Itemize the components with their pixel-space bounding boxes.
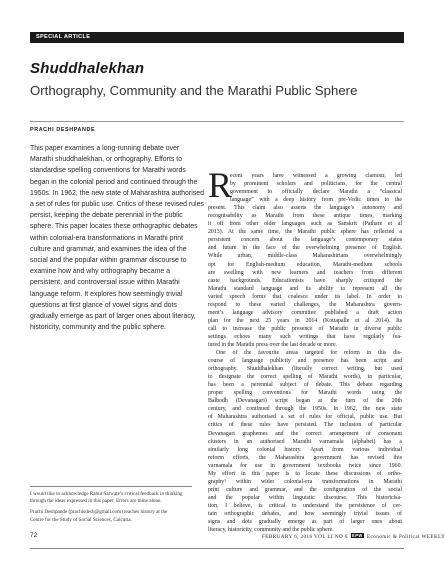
section-label: SPECIAL ARTICLE <box>30 32 404 43</box>
article-title: Shuddhalekhan <box>30 60 145 77</box>
epw-badge: EPW <box>352 533 363 538</box>
body-line: plan for the next 25 years in 2014 (Kottapalle et al 2014). Its <box>208 317 402 324</box>
body-line: course of language publicity and presence has been script and <box>208 358 402 365</box>
acknowledgement-line: through the ideas expressed in this paper. Errors are mine alone. <box>30 498 162 505</box>
author-bio-line: Prachi Deshpande (prachisdesh@gmail.com) teaches history at the <box>30 509 168 516</box>
drop-cap: R <box>208 165 233 205</box>
body-line: critics of these rules have persisted. The inclusion of particular <box>208 422 402 429</box>
body-line: proper spelling conventions for Marathi words using the <box>208 390 402 397</box>
body-line: government to officially declare Marathi a “classical <box>230 189 402 196</box>
abstract-line: This paper examines a long-running debate over <box>30 145 180 152</box>
body-line: Marathi standard language and its ability to represent all the <box>208 285 402 292</box>
body-line: to designate the correct spelling of Marathi words), in particular, <box>208 374 402 381</box>
body-line: persistent concern about the language’s contemporary status <box>208 237 402 244</box>
abstract-line: sphere. This paper locates these orthographic debates <box>30 223 198 231</box>
body-line: and future in the face of the overwhelming presence of English. <box>208 245 402 252</box>
notes-divider <box>30 486 192 487</box>
abstract-line: language reform. It explores how seemingly trivial <box>30 290 183 298</box>
abstract-line: culture and grammar, and examines the idea of the <box>30 245 187 253</box>
abstract-line: Marathi shuddhalekhan, or orthography. Efforts to <box>30 156 183 164</box>
body-line: settings echoes many such writings that have regularly fea- <box>208 333 402 340</box>
body-line: respond to these varied challenges, the Maharashtra govern- <box>208 301 402 308</box>
article-subtitle: Orthography, Community and the Marathi Public Sphere <box>30 83 358 98</box>
body-line: signs and dots gradually emerge as part of larger ones about <box>208 519 402 526</box>
body-line: it off from other older languages such as Sanskrit (Pathare et al <box>208 221 402 228</box>
author-notes <box>30 491 198 524</box>
body-line: opt for English-medium education, Marathi-medium schools <box>208 261 402 268</box>
abstract-line: began in the colonial period and continued through the <box>30 178 198 186</box>
body-line: While urban, middle-class Maharashtrians overwhelmingly <box>208 253 402 260</box>
body-line: century, and continued through the 1950s. In 1962, the new state <box>208 406 402 413</box>
author-name: PRACHI DESHPANDE <box>30 127 96 133</box>
body-line: print culture and grammar, and the configuration of the social <box>208 486 402 493</box>
abstract-line: historicity, community and the public sphere. <box>30 324 166 332</box>
abstract-line: persistent, and controversial issue within Marathi <box>30 279 180 287</box>
body-line: varied speech forms that coalesce under its label. In order to <box>208 293 402 300</box>
author-bio-line: Centre for the Study of Social Sciences, Calcutta. <box>30 516 132 523</box>
body-line: varnamala for use in government textbooks twice since 1960. <box>208 462 402 469</box>
body-line: Balbodh (Devanagari) script began at the turn of the 20th <box>208 398 402 405</box>
body-line: call to increase the public presence of Marathi in diverse public <box>208 325 402 332</box>
body-line: My effort in this paper is to locate these discussions of ortho- <box>208 470 402 477</box>
abstract-line: persist, keeping the debate perennial in the public <box>30 212 183 220</box>
abstract-line: standardise spelling conventions for Marathi words <box>30 167 186 175</box>
acknowledgement-line: I would like to acknowledge Rahul Sarwate’s critical feedback in thinking <box>30 491 183 497</box>
abstract-line: social and the popular within grammar discourse to <box>30 257 187 265</box>
body-line: orthography. Shuddhalekhan (literally correct writing, but used <box>208 366 402 373</box>
body-line: tion, I believe, is critical to understand the persistence of cer- <box>208 502 402 509</box>
abstract-line: gradually emerge as part of larger ones about literacy, <box>30 313 196 321</box>
body-line: graphy¹ within wider colonial-era transformations in Marathi <box>208 478 402 485</box>
body-line: by prominent scholars and politicians, for the central <box>230 181 402 188</box>
body-line: of Maharashtra authorised a set of rules for official, public use. But <box>208 414 402 421</box>
body-line: and the popular within linguistic discourse. This historicisa- <box>208 494 402 501</box>
body-line: caste backgrounds. Educationists have sharply critiqued the <box>208 277 402 284</box>
body-line: tain orthographic debates, and how seemingly trivial issues of <box>208 510 402 517</box>
body-line: 2013). At the same time, the Marathi public sphere has reflected a <box>208 229 402 236</box>
body-line: reform efforts, the Maharashtra government has revised this <box>208 454 402 461</box>
body-line: clusters in an authorised Marathi varnamala (alphabet) has a <box>208 438 402 445</box>
body-line: ecent years have witnessed a growing clamour, led <box>230 173 402 179</box>
abstract-line: 1950s. In 1962, the new state of Maharashtra authorised <box>30 189 204 197</box>
abstract-line: a set of rules for public use. Critics of these revised rules <box>30 201 204 209</box>
body-line: Devanagari graphemes and the correct arrangement of consonant <box>208 430 402 437</box>
body-text <box>208 165 402 534</box>
header-divider <box>30 121 404 122</box>
body-line: are swelling with new learners and teachers from different <box>208 269 402 276</box>
abstract-line: within colonial-era transformations in Marathi print <box>30 234 184 242</box>
journal-name: Economic & Political WEEKLY <box>366 534 445 540</box>
body-line: literacy, historicity, community and the public sphere. <box>208 527 334 534</box>
footer-masthead <box>262 533 445 540</box>
abstract <box>30 143 204 333</box>
page-number: 72 <box>30 532 38 539</box>
body-line: language” with a deep history from pre-Vedic times to the <box>230 197 402 204</box>
body-line: has been a perennial subject of debate. This debate regarding <box>208 382 402 389</box>
body-line: present. This claim also asserts the language’s autonomy and <box>208 205 402 212</box>
abstract-line: examine how and why orthography became a <box>30 268 170 276</box>
body-line: similarly long colonial history. Apart from various individual <box>208 446 402 453</box>
body-line: ment’s language advisory committee published a draft action <box>208 309 402 316</box>
footer-date-volume: FEBRUARY 6, 2016 VOL LI NO 6 <box>262 534 348 540</box>
body-line: One of the favourite areas targeted for reform in this dis- <box>216 350 402 357</box>
body-line: recognisability as Marathi from these antique times, marking <box>208 213 402 220</box>
abstract-line: questions at first glance of vowel signs and dots <box>30 301 177 309</box>
footer-divider <box>30 548 404 549</box>
body-line: tured in the Marathi press over the last decade or more. <box>208 341 338 348</box>
